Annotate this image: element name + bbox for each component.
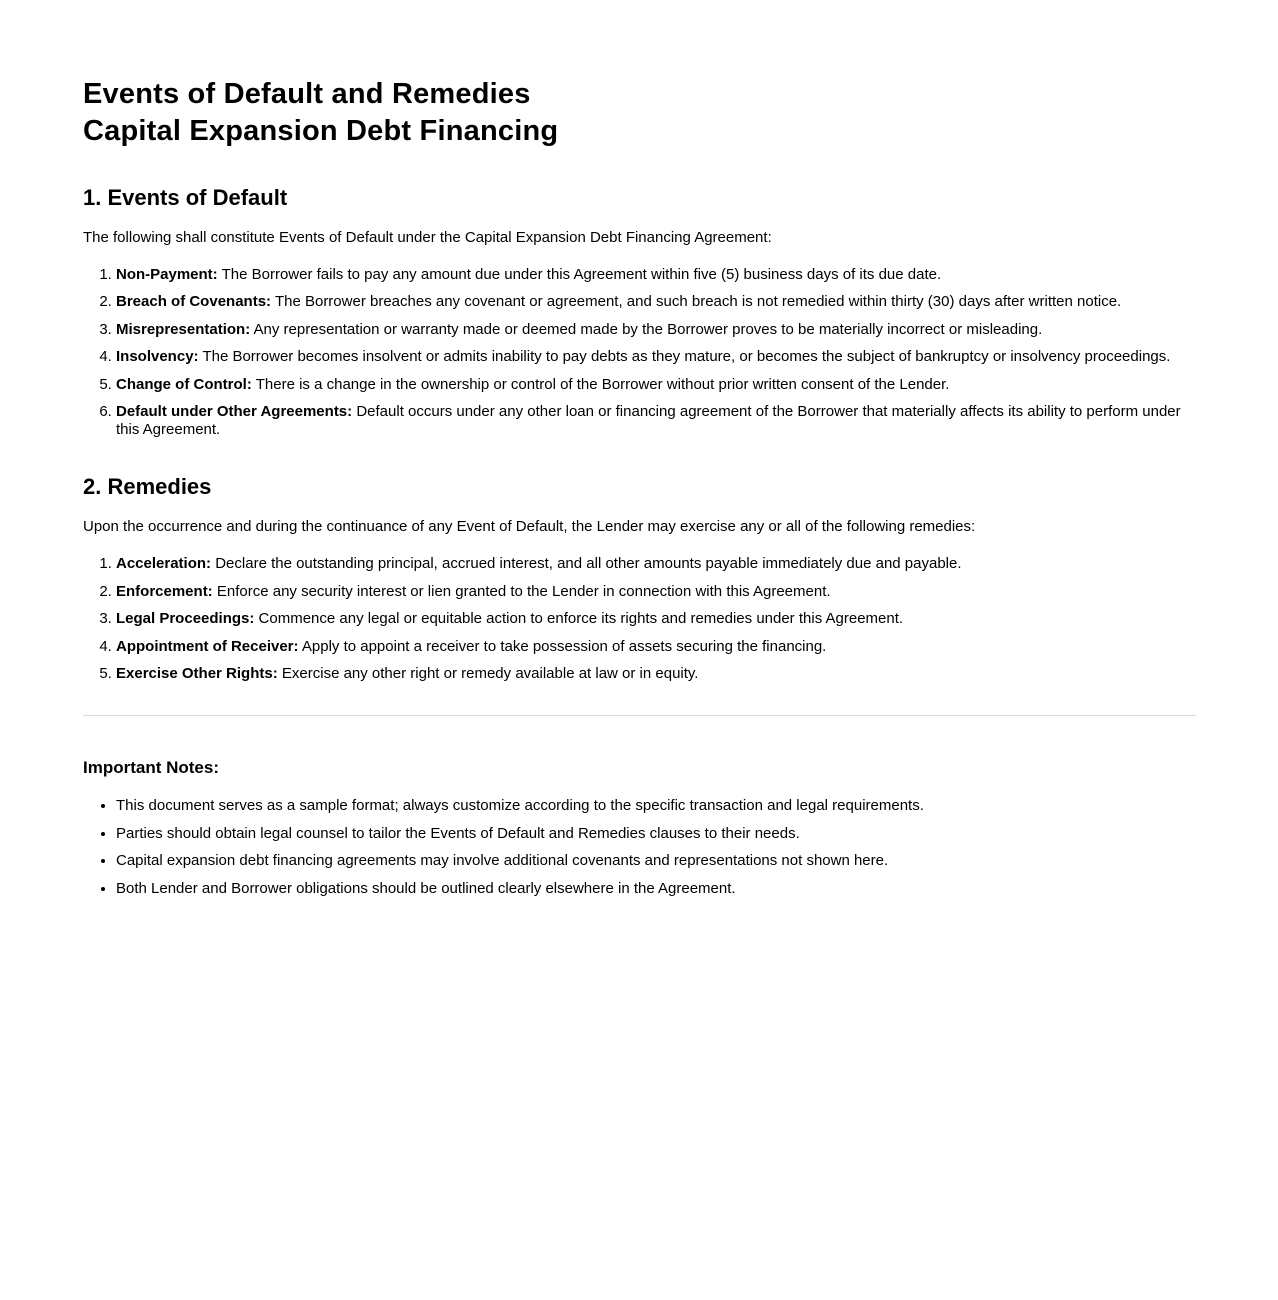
item-text: Exercise any other right or remedy available at law or in equity.: [281, 665, 699, 683]
item-label: Default under Other Agreements:: [116, 403, 353, 421]
item-text: There is a change in the ownership or control of the Borrower without prior written consent of the Lender.: [255, 375, 950, 393]
remedies-list: [83, 555, 1196, 683]
section-heading-events-of-default: 1. Events of Default: [83, 184, 288, 210]
item-text: Default occurs under any other loan or financing agreement of the Borrower that materially affects its ability to perform under this Agreement.: [116, 403, 1181, 439]
list-item: [116, 555, 1196, 573]
list-item: [116, 266, 1196, 284]
section-intro-remedies: Upon the occurrence and during the continuance of any Event of Default, the Lender may exercise any or all of the following remedies:: [83, 518, 976, 536]
item-label: Insolvency:: [116, 348, 199, 366]
item-label: Legal Proceedings:: [116, 610, 255, 628]
section-remedies: [83, 474, 1196, 683]
item-text: Declare the outstanding principal, accrued interest, and all other amounts payable immediately due and payable.: [215, 555, 962, 573]
item-text: Any representation or warranty made or deemed made by the Borrower proves to be materially incorrect or misleading.: [253, 320, 1043, 338]
list-item: [116, 665, 1196, 683]
list-item: [116, 638, 1196, 656]
important-notes-heading: Important Notes:: [83, 758, 219, 778]
item-text: The Borrower becomes insolvent or admits inability to pay debts as they mature, or becomes the subject of bankruptcy or insolvency proceedings.: [202, 348, 1171, 366]
document-title-line1: Events of Default and Remedies: [83, 78, 531, 110]
item-text: The Borrower fails to pay any amount due under this Agreement within five (5) business days of its due date.: [221, 265, 942, 283]
note-item: • Parties should obtain legal counsel to tailor the Events of Default and Remedies clauses to their needs.: [116, 825, 1196, 843]
section-important-notes: [83, 758, 1196, 898]
list-item: [116, 321, 1196, 339]
item-text: The Borrower breaches any covenant or agreement, and such breach is not remedied within thirty (30) days after written notice.: [274, 293, 1122, 311]
list-item: [116, 293, 1196, 311]
item-text: Enforce any security interest or lien granted to the Lender in connection with this Agreement.: [216, 582, 831, 600]
list-item: [116, 376, 1196, 394]
item-label: Exercise Other Rights:: [116, 665, 278, 683]
section-heading-remedies: 2. Remedies: [83, 474, 212, 500]
item-label: Enforcement:: [116, 582, 213, 600]
item-text: Apply to appoint a receiver to take possession of assets securing the financing.: [301, 637, 827, 655]
document-title-line2: Capital Expansion Debt Financing: [83, 114, 559, 147]
important-notes-list: [83, 797, 1196, 898]
list-item: [116, 610, 1196, 628]
list-item: [116, 403, 1196, 439]
list-item: [116, 583, 1196, 601]
section-events-of-default: [83, 185, 1196, 440]
divider: [83, 715, 1196, 716]
events-of-default-list: [83, 266, 1196, 440]
note-item: • This document serves as a sample format; always customize according to the specific transaction and legal requirements.: [116, 797, 1196, 815]
item-label: Breach of Covenants:: [116, 293, 272, 311]
item-label: Change of Control:: [116, 375, 252, 393]
item-label: Non-Payment:: [116, 265, 218, 283]
list-item: [116, 348, 1196, 366]
item-label: Misrepresentation:: [116, 320, 251, 338]
note-item: • Both Lender and Borrower obligations should be outlined clearly elsewhere in the Agreement.: [116, 880, 1196, 898]
section-intro-events-of-default: The following shall constitute Events of Default under the Capital Expansion Debt Financing Agreement:: [83, 228, 772, 246]
item-label: Appointment of Receiver:: [116, 637, 299, 655]
document-title: [83, 76, 1196, 150]
item-label: Acceleration:: [116, 555, 212, 573]
note-item: • Capital expansion debt financing agreements may involve additional covenants and representations not shown here.: [116, 852, 1196, 870]
item-text: Commence any legal or equitable action to enforce its rights and remedies under this Agreement.: [258, 610, 904, 628]
